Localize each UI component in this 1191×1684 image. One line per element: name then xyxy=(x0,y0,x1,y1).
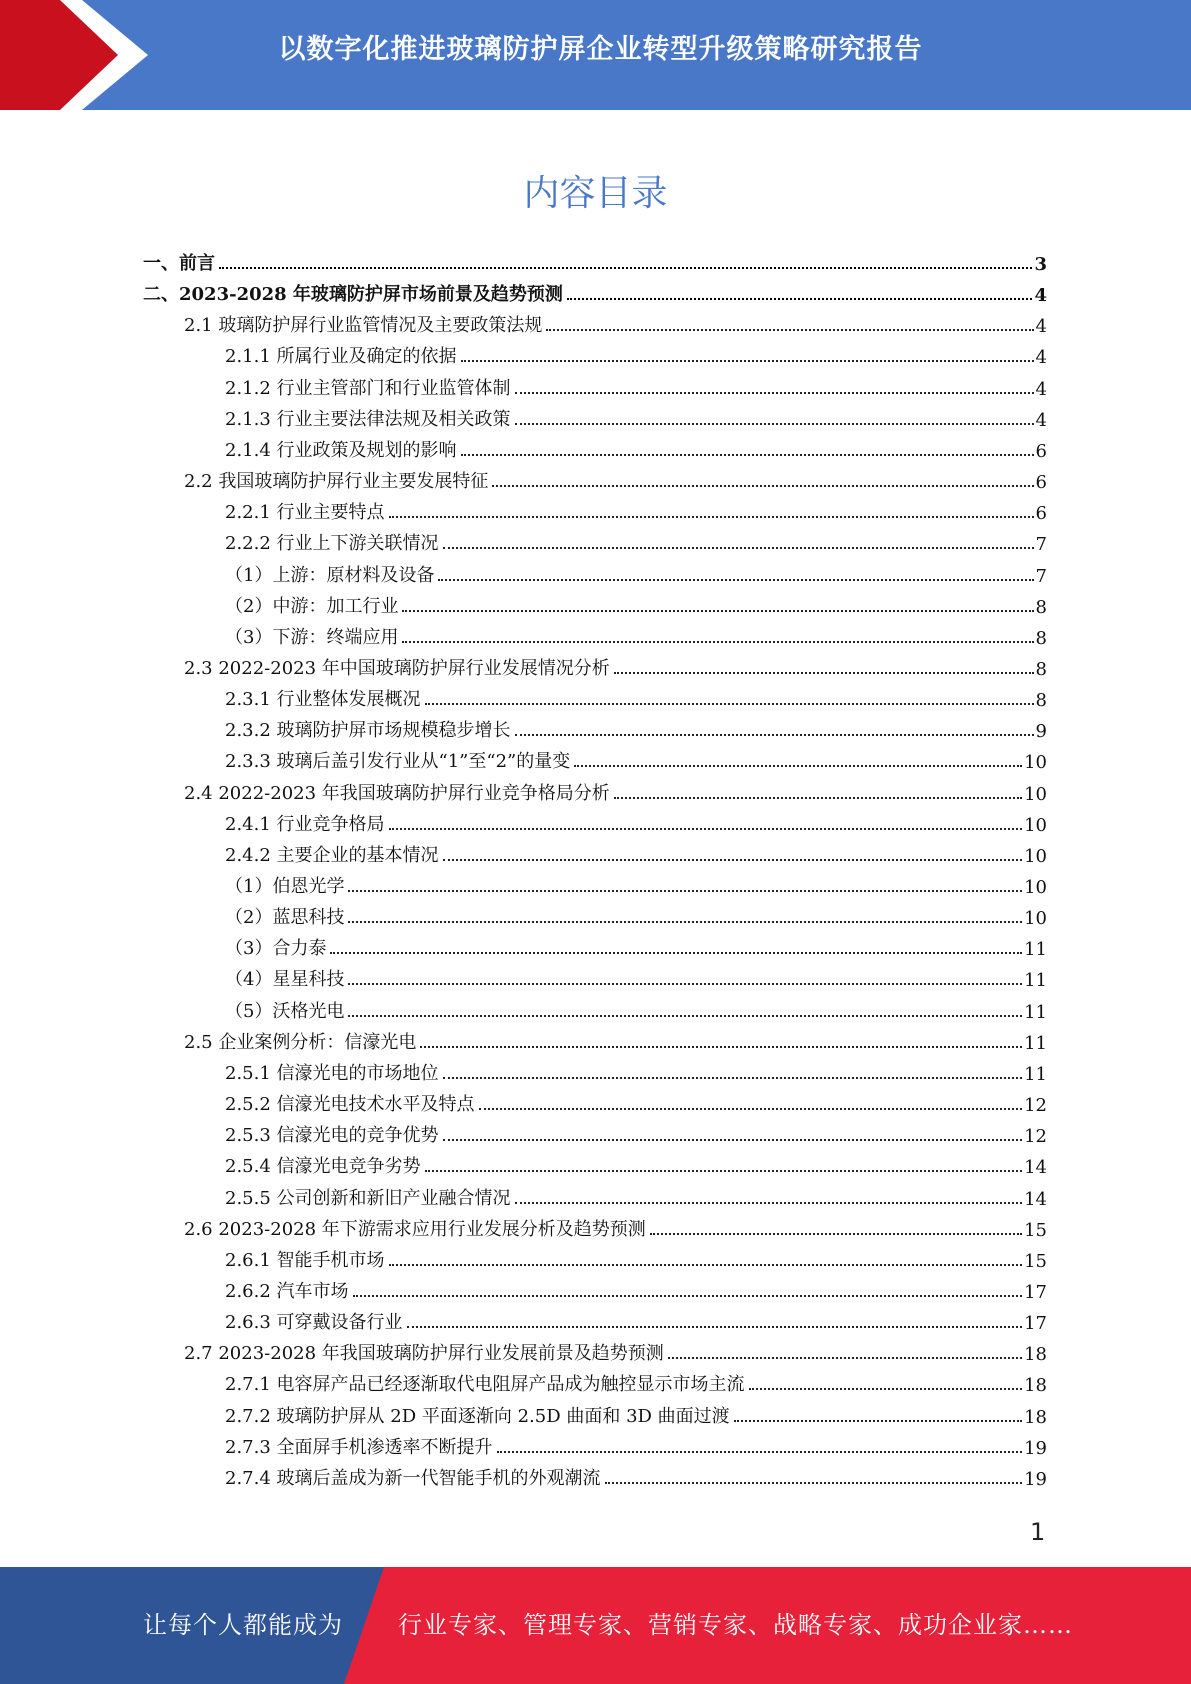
toc-entry[interactable] xyxy=(225,683,1047,711)
toc-entry-page: 9 xyxy=(1035,721,1047,743)
toc-entry-label: （1）伯恩光学 xyxy=(225,876,345,897)
toc-entry-page: 8 xyxy=(1035,627,1047,649)
toc-entry-label: 2.6.3 可穿戴设备行业 xyxy=(225,1312,403,1334)
toc-entry-label: 2.5 企业案例分析：信濠光电 xyxy=(184,1031,417,1053)
toc-dot-leader xyxy=(515,1202,1023,1204)
toc-entry-page: 11 xyxy=(1024,939,1047,961)
toc-entry[interactable] xyxy=(225,1244,1047,1272)
toc-dot-leader xyxy=(348,921,1022,923)
toc-entry[interactable] xyxy=(225,1431,1047,1459)
toc-entry-label: 2.4.1 行业竞争格局 xyxy=(225,813,385,835)
toc-entry[interactable] xyxy=(184,309,1047,337)
toc-entry-page: 7 xyxy=(1035,534,1047,556)
toc-entry-page: 6 xyxy=(1035,440,1047,462)
toc-dot-leader xyxy=(734,1420,1022,1422)
toc-entry-label: 2.2.2 行业上下游关联情况 xyxy=(225,533,439,555)
toc-entry-label: 2.7 2023-2028 年我国玻璃防护屏行业发展前景及趋势预测 xyxy=(184,1343,664,1365)
toc-entry-label: 2.5.4 信濠光电竞争劣势 xyxy=(225,1156,421,1178)
toc-dot-leader xyxy=(330,952,1022,954)
toc-entry-page: 8 xyxy=(1035,596,1047,618)
toc-entry-label: 2.3 2022-2023 年中国玻璃防护屏行业发展情况分析 xyxy=(184,657,610,679)
toc-entry-page: 4 xyxy=(1034,285,1047,307)
toc-entry-page: 10 xyxy=(1024,877,1047,898)
toc-dot-leader xyxy=(605,1482,1023,1484)
toc-entry-label: 2.3.2 玻璃防护屏市场规模稳步增长 xyxy=(225,720,511,742)
toc-entry-page: 14 xyxy=(1024,1157,1047,1179)
toc-entry-page: 18 xyxy=(1024,1406,1047,1428)
toc-entry-label: 2.5.1 信濠光电的市场地位 xyxy=(225,1062,439,1084)
toc-dot-leader xyxy=(407,1326,1023,1328)
page-number: 1 xyxy=(1030,1518,1046,1546)
toc-entry[interactable] xyxy=(184,1337,1047,1365)
toc-entry[interactable] xyxy=(143,247,1047,275)
toc-entry[interactable] xyxy=(225,372,1047,400)
toc-entry-label: 2.7.3 全面屏手机渗透率不断提升 xyxy=(225,1436,493,1458)
toc-entry-label: 一、前言 xyxy=(143,253,215,274)
toc-dot-leader xyxy=(219,267,1032,269)
toc-dot-leader xyxy=(461,454,1034,456)
toc-entry-label: 2.7.4 玻璃后盖成为新一代智能手机的外观潮流 xyxy=(225,1467,601,1489)
toc-entry-label: 2.1.4 行业政策及规划的影响 xyxy=(225,439,457,461)
toc-entry-page: 19 xyxy=(1024,1437,1047,1459)
toc-entry-page: 11 xyxy=(1024,1032,1047,1054)
toc-entry[interactable] xyxy=(225,1400,1047,1428)
toc-entry-page: 10 xyxy=(1024,908,1047,930)
toc-entry-label: 2.5.5 公司创新和新旧产业融合情况 xyxy=(225,1187,511,1209)
toc-entry[interactable] xyxy=(184,652,1047,680)
toc-dot-leader xyxy=(425,1170,1023,1172)
toc-entry-label: 2.2 我国玻璃防护屏行业主要发展特征 xyxy=(184,471,489,493)
toc-entry[interactable] xyxy=(225,1088,1047,1116)
toc-entry[interactable] xyxy=(184,1213,1047,1241)
toc-entry-label: 2.5.3 信濠光电的竞争优势 xyxy=(225,1125,439,1147)
toc-entry-label: 2.5.2 信濠光电技术水平及特点 xyxy=(225,1094,475,1116)
toc-entry-page: 10 xyxy=(1024,752,1047,774)
toc-dot-leader xyxy=(389,516,1034,518)
toc-entry[interactable] xyxy=(143,278,1047,306)
toc-entry-page: 4 xyxy=(1035,378,1047,400)
toc-dot-leader xyxy=(443,1139,1023,1141)
toc-entry-label: 2.3.1 行业整体发展概况 xyxy=(225,689,421,711)
toc-entry[interactable] xyxy=(225,559,1047,587)
toc-entry-label: 2.2.1 行业主要特点 xyxy=(225,502,385,524)
toc-dot-leader xyxy=(353,1295,1023,1297)
toc-entry[interactable] xyxy=(225,1462,1047,1490)
toc-entry-page: 3 xyxy=(1034,254,1047,275)
toc-entry[interactable] xyxy=(225,1119,1047,1147)
toc-entry[interactable] xyxy=(225,839,1047,867)
toc-dot-leader xyxy=(389,828,1023,830)
toc-dot-leader xyxy=(402,610,1033,612)
toc-dot-leader xyxy=(574,765,1022,767)
toc-dot-leader xyxy=(443,547,1034,549)
toc-entry[interactable] xyxy=(184,777,1047,805)
toc-entry-page: 17 xyxy=(1024,1281,1047,1303)
toc-entry-page: 12 xyxy=(1024,1095,1047,1117)
toc-entry-label: （2）蓝思科技 xyxy=(225,907,345,929)
toc-dot-leader xyxy=(614,797,1022,799)
toc-dot-leader xyxy=(425,703,1034,705)
toc-dot-leader xyxy=(515,423,1034,425)
toc-entry[interactable] xyxy=(225,340,1047,368)
toc-entry-page: 11 xyxy=(1024,970,1047,992)
toc-entry-page: 4 xyxy=(1035,316,1047,338)
toc-entry-label: 2.4.2 主要企业的基本情况 xyxy=(225,844,439,866)
toc-entry-page: 18 xyxy=(1024,1344,1047,1366)
toc-dot-leader xyxy=(492,485,1033,487)
toc-entry-page: 10 xyxy=(1024,814,1047,836)
toc-entry-page: 8 xyxy=(1035,690,1047,712)
toc-entry[interactable] xyxy=(225,901,1047,929)
toc-dot-leader xyxy=(402,641,1033,643)
toc-entry[interactable] xyxy=(225,870,1047,898)
toc-dot-leader xyxy=(438,579,1033,581)
toc-entry-page: 6 xyxy=(1035,472,1047,494)
toc-entry-page: 15 xyxy=(1024,1219,1047,1241)
toc-entry[interactable] xyxy=(225,434,1047,462)
toc-dot-leader xyxy=(749,1388,1023,1390)
toc-dot-leader xyxy=(348,1015,1022,1017)
toc-dot-leader xyxy=(443,859,1023,861)
toc-entry-page: 15 xyxy=(1024,1250,1047,1272)
toc-entry-page: 12 xyxy=(1024,1126,1047,1148)
toc-entry-label: 2.4 2022-2023 年我国玻璃防护屏行业竞争格局分析 xyxy=(184,782,610,804)
footer-slogan-right: 行业专家、管理专家、营销专家、战略专家、成功企业家…… xyxy=(398,1611,1073,1639)
toc-entry-page: 14 xyxy=(1024,1188,1047,1210)
toc-entry-label: （4）星星科技 xyxy=(225,969,345,991)
toc-title: 内容目录 xyxy=(523,173,668,214)
toc-dot-leader xyxy=(348,983,1022,985)
page-header xyxy=(0,0,1191,110)
toc-entry-label: （1）上游：原材料及设备 xyxy=(225,564,435,586)
toc-dot-leader xyxy=(443,1077,1023,1079)
toc-entry-label: 2.6 2023-2028 年下游需求应用行业发展分析及趋势预测 xyxy=(184,1218,646,1240)
toc-entry[interactable] xyxy=(225,1368,1047,1396)
toc-entry-page: 8 xyxy=(1035,658,1047,680)
toc-entry-label: （5）沃格光电 xyxy=(225,1000,345,1022)
toc-entry[interactable] xyxy=(225,527,1047,555)
toc-entry[interactable] xyxy=(225,621,1047,649)
toc-entry[interactable] xyxy=(225,808,1047,836)
toc-entry-label: 2.3.3 玻璃后盖引发行业从“1”至“2”的量变 xyxy=(225,751,571,773)
toc-entry[interactable] xyxy=(225,1306,1047,1334)
toc-dot-leader xyxy=(614,672,1034,674)
toc-entry[interactable] xyxy=(225,403,1047,431)
toc-entry[interactable] xyxy=(225,1057,1047,1085)
toc-entry-label: 2.7.2 玻璃防护屏从 2D 平面逐渐向 2.5D 曲面和 3D 曲面过渡 xyxy=(225,1405,730,1427)
toc-entry-label: 2.1.3 行业主要法律法规及相关政策 xyxy=(225,408,511,430)
toc-entry-page: 19 xyxy=(1024,1468,1047,1490)
toc-entry[interactable] xyxy=(225,496,1047,524)
toc-entry-page: 10 xyxy=(1024,783,1047,805)
toc-dot-leader xyxy=(479,1108,1023,1110)
toc-entry[interactable] xyxy=(184,465,1047,493)
page-footer xyxy=(0,1567,1191,1684)
toc-entry-label: 2.7.1 电容屏产品已经逐渐取代电阻屏产品成为触控显示市场主流 xyxy=(225,1374,745,1396)
toc-entry-page: 11 xyxy=(1024,1063,1047,1085)
toc-entry-page: 10 xyxy=(1024,845,1047,867)
toc-entry[interactable] xyxy=(225,1275,1047,1303)
toc-dot-leader xyxy=(420,1046,1022,1048)
toc-dot-leader xyxy=(497,1451,1023,1453)
toc-entry[interactable] xyxy=(225,745,1047,773)
toc-dot-leader xyxy=(567,298,1033,300)
toc-entry[interactable] xyxy=(225,714,1047,742)
toc-entry-label: 2.6.1 智能手机市场 xyxy=(225,1249,385,1271)
toc-entry-label: （3）合力泰 xyxy=(225,938,327,960)
toc-entry-label: 2.1.2 行业主管部门和行业监管体制 xyxy=(225,377,511,399)
toc-dot-leader xyxy=(546,329,1033,331)
toc-entry[interactable] xyxy=(184,1026,1047,1054)
toc-entry[interactable] xyxy=(225,932,1047,960)
toc-entry-label: 二、2023-2028 年玻璃防护屏市场前景及趋势预测 xyxy=(143,284,563,306)
toc-dot-leader xyxy=(461,360,1034,362)
toc-entry-page: 6 xyxy=(1035,503,1047,525)
header-title: 以数字化推进玻璃防护屏企业转型升级策略研究报告 xyxy=(278,34,923,65)
toc-dot-leader xyxy=(668,1357,1022,1359)
toc-dot-leader xyxy=(515,734,1034,736)
toc-entry-label: 2.1 玻璃防护屏行业监管情况及主要政策法规 xyxy=(184,315,543,337)
toc-entry-label: 2.6.2 汽车市场 xyxy=(225,1280,349,1302)
toc-entry-label: （3）下游：终端应用 xyxy=(225,626,399,648)
toc-entry-label: 2.1.1 所属行业及确定的依据 xyxy=(225,346,457,368)
toc-entry[interactable] xyxy=(225,995,1047,1023)
footer-slogan-left: 让每个人都能成为 xyxy=(143,1611,343,1639)
toc-dot-leader xyxy=(515,392,1034,394)
toc-entry[interactable] xyxy=(225,1150,1047,1178)
toc-entry[interactable] xyxy=(225,1182,1047,1210)
toc-entry[interactable] xyxy=(225,590,1047,618)
toc-entry-label: （2）中游：加工行业 xyxy=(225,595,399,617)
toc-entry-page: 17 xyxy=(1024,1313,1047,1335)
toc-entry-page: 7 xyxy=(1035,565,1047,587)
toc-entry-page: 18 xyxy=(1024,1375,1047,1397)
toc-entry-page: 11 xyxy=(1024,1001,1047,1023)
toc-dot-leader xyxy=(389,1264,1023,1266)
toc-dot-leader xyxy=(650,1233,1022,1235)
toc-entry-page: 4 xyxy=(1035,409,1047,431)
toc-dot-leader xyxy=(348,890,1022,892)
toc-entry[interactable] xyxy=(225,963,1047,991)
toc-entry-page: 4 xyxy=(1035,347,1047,369)
